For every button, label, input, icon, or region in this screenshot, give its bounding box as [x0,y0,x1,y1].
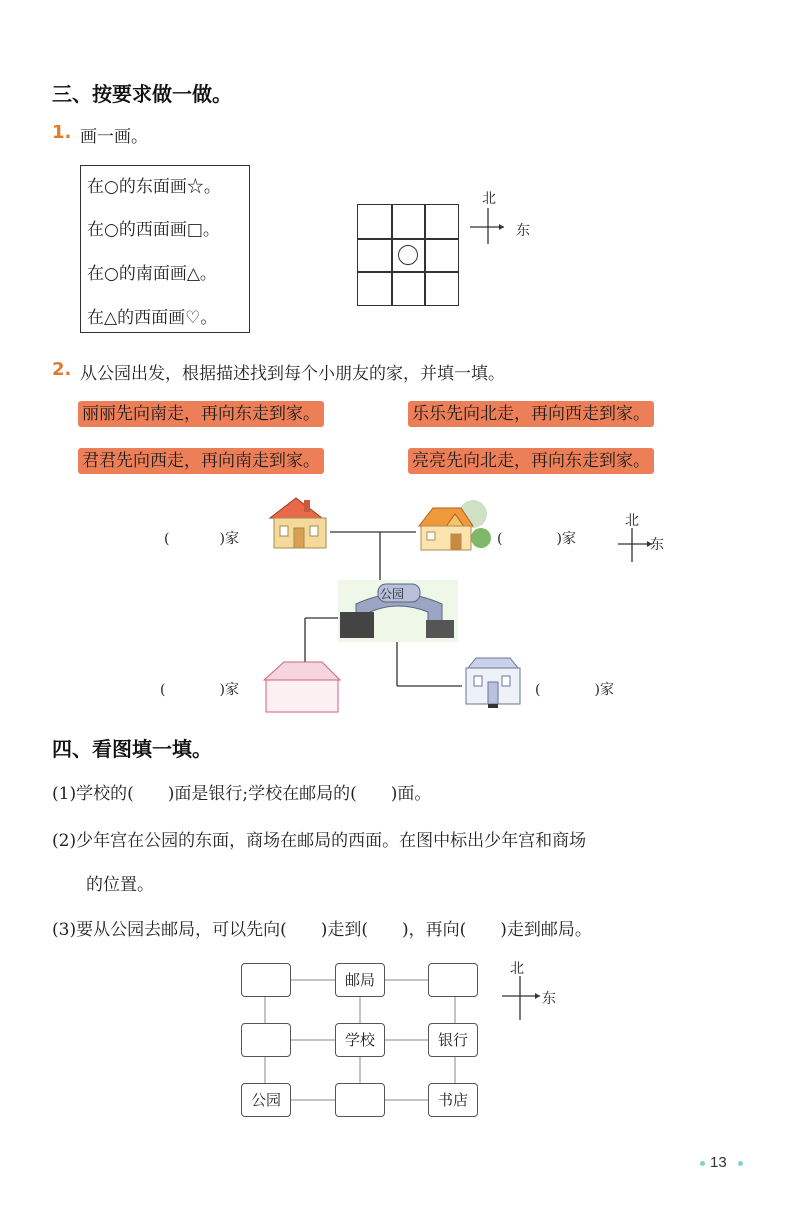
section3-title: 三、按要求做一做。 [52,82,232,106]
home-suffix: 家 [561,531,576,547]
instruction-3: 在○的南面画△。 [87,264,217,284]
map-box-park: 公园 [241,1083,291,1117]
house-blue-roof-icon [460,654,526,710]
map-box-post-office: 邮局 [335,963,385,997]
paren-open: ( [497,531,503,547]
map-box-empty-bottom-mid[interactable] [335,1083,385,1117]
home-suffix: 家 [224,682,239,698]
home-suffix: 家 [599,682,614,698]
paren-open: ( [164,531,170,547]
paren-close: ) [594,682,600,698]
compass-north-label: 北 [482,191,496,207]
blank-top-left[interactable] [164,528,239,548]
park-label: 公园 [380,587,405,601]
clue-junjun: 君君先向西走，再向南走到家。 [78,448,324,474]
q1-number: 1. [52,122,72,143]
map-box-bank: 银行 [428,1023,478,1057]
instruction-1: 在○的东面画☆。 [87,177,221,197]
instruction-box [80,165,250,333]
q2-text: 从公园出发，根据描述找到每个小朋友的家，并填一填。 [80,364,505,384]
s4-q1: (1)学校的( )面是银行;学校在邮局的( )面。 [52,784,432,804]
instruction-2: 在○的西面画□。 [87,220,220,240]
house-pink-roof-icon [262,660,342,714]
map-box-empty-top-left[interactable] [241,963,291,997]
q2-number: 2. [52,359,72,380]
compass-east-label: 东 [516,223,530,239]
paren-close: ) [219,531,225,547]
blank-bottom-right[interactable] [535,679,614,699]
instruction-4: 在△的西面画♡。 [87,308,218,328]
s4-q2-line2: 的位置。 [86,875,154,895]
page-dot-left [700,1161,705,1166]
paren-close: ) [556,531,562,547]
paren-open: ( [160,682,166,698]
section4-title: 四、看图填一填。 [52,737,212,761]
house-red-roof-icon [262,494,332,550]
clue-lili: 丽丽先向南走，再向东走到家。 [78,401,324,427]
s4-q3: (3)要从公园去邮局，可以先向( )走到( )，再向( )走到邮局。 [52,920,592,940]
blank-bottom-left[interactable] [160,679,239,699]
page-number: 13 [710,1154,727,1171]
circle-marker [398,245,418,265]
paren-open: ( [535,682,541,698]
q1-text: 画一画。 [80,127,148,147]
compass-north-label: 北 [510,961,524,977]
paren-close: ) [219,682,225,698]
page-dot-right [738,1161,743,1166]
drawing-grid[interactable] [357,204,459,306]
compass-north-label: 北 [625,513,639,529]
map-box-empty-top-right[interactable] [428,963,478,997]
compass-east-label: 东 [542,991,556,1007]
home-suffix: 家 [224,531,239,547]
clue-liangliang: 亮亮先向北走，再向东走到家。 [408,448,654,474]
clue-lele: 乐乐先向北走，再向西走到家。 [408,401,654,427]
map-box-school: 学校 [335,1023,385,1057]
house-orange-roof-icon [415,494,495,554]
blank-top-right[interactable] [497,528,576,548]
s4-q2-line1: (2)少年宫在公园的东面，商场在邮局的西面。在图中标出少年宫和商场 [52,831,587,851]
map-box-bookstore: 书店 [428,1083,478,1117]
map-box-empty-mid-left[interactable] [241,1023,291,1057]
compass-east-label: 东 [650,537,664,553]
